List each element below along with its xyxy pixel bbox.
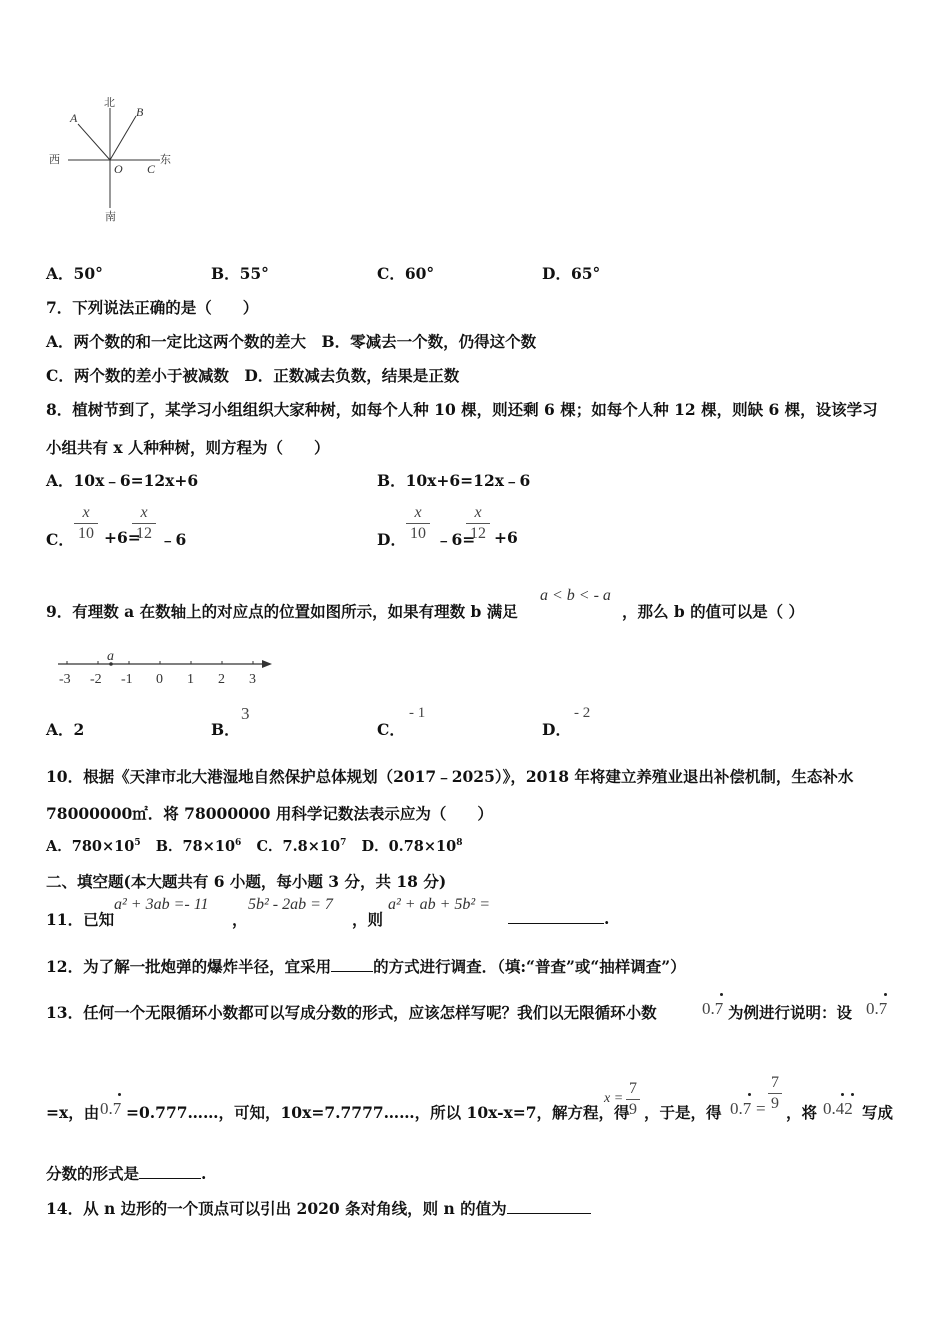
section-heading: 二、填空题(本大题共有 6 小题，每小题 3 分，共 18 分) (46, 872, 447, 891)
q9-stem-b: ，那么 b 的值可以是（ ） (622, 602, 805, 621)
q12-answer-line[interactable] (331, 956, 373, 972)
q6-option-a[interactable]: A．50° (46, 264, 103, 283)
fraction-x-over-10: x 10 (406, 504, 430, 543)
q9-stem-a: 9．有理数 a 在数轴上的对应点的位置如图所示，如果有理数 b 满足 (46, 602, 518, 621)
point-a-label: a (107, 649, 114, 664)
fraction-7-over-9: 7 9 (626, 1080, 640, 1119)
fraction-x-over-12: x 12 (132, 504, 156, 543)
q7-options-row1: A．两个数的和一定比这两个数的差大 B．零减去一个数，仍得这个数 (46, 332, 537, 351)
q10-option-a[interactable]: A．$780\times 10^5$ (46, 838, 141, 855)
q11-answer-line[interactable]: . (508, 908, 609, 928)
q13-repeating-0-42: 0.42 (823, 1099, 853, 1118)
q10-stem-line1: 10．根据《天津市北大港湿地自然保护总体规划（2017﹣2025）》，2018 年将建立养殖业退出补偿机制，生态补水 (46, 767, 854, 786)
tick-label: -1 (121, 672, 133, 687)
tick-label: -2 (90, 672, 102, 687)
compass-label-c: C (147, 162, 156, 176)
fraction-x-over-12: x 12 (466, 504, 490, 543)
q11-expr2: 5b² - 2ab = 7 (248, 896, 333, 913)
q6-option-c[interactable]: C．60° (377, 264, 435, 283)
q13-repeating-0-7: 0.7 (100, 1099, 122, 1118)
q11-prefix: 11．已知 (46, 910, 115, 929)
q8-option-b[interactable]: B．10x+6=12x﹣6 (377, 471, 531, 490)
q6-option-d[interactable]: D．65° (542, 264, 601, 283)
q9-option-d-value: - 2 (574, 705, 591, 721)
q13-answer-line[interactable] (139, 1163, 201, 1179)
q13-line2-b: =0.777……，可知，10x=7.7777……，所以 10x-x=7，解方程，得 (126, 1103, 630, 1122)
q9-option-c[interactable]: C． (377, 720, 405, 739)
q11-then: ，则 (352, 910, 384, 929)
q10-option-d[interactable]: D．$0.78\times 10^8$ (361, 838, 463, 855)
q13-line2-e: 写成 (862, 1103, 894, 1122)
tick-label: -3 (59, 672, 71, 687)
compass-diagram (40, 90, 190, 230)
q11-comma: ， (232, 910, 248, 929)
compass-north: 北 (104, 97, 115, 109)
tick-label: 1 (187, 672, 194, 687)
q13-line3: 分数的形式是 . (46, 1164, 207, 1183)
q9-option-d[interactable]: D． (542, 720, 571, 739)
q13-repeating-0-7: 0.7 (702, 999, 724, 1018)
q10-options (46, 835, 462, 856)
tick-label: 0 (156, 672, 163, 687)
compass-label-b: B (136, 105, 144, 119)
q13-line1: 13．任何一个无限循环小数都可以写成分数的形式，应该怎样写呢？我们以无限循环小数 (46, 1003, 657, 1022)
q13-line2-a: =x，由 (46, 1103, 100, 1122)
q13-eq-x: x = (604, 1091, 624, 1106)
fraction-7-over-9: 7 9 (768, 1074, 782, 1113)
q8-option-a[interactable]: A．10x﹣6=12x+6 (46, 471, 199, 490)
q12-text: 12．为了解一批炮弹的爆炸半径，宜采用 的方式进行调查．（填:“普查”或“抽样调查”） (46, 957, 686, 976)
q13-line2-c: ，于是，得 (644, 1103, 722, 1122)
q13-repeating-0-7: 0.7 (730, 1099, 752, 1118)
q7-stem: 7．下列说法正确的是（ ） (46, 298, 259, 317)
q13-line2-d: ，将 (786, 1103, 818, 1122)
compass-west: 西 (49, 154, 60, 166)
q8-stem-line2: 小组共有 x 人种种树，则方程为（ ） (46, 438, 330, 457)
q9-option-b-value: 3 (241, 704, 250, 723)
q10-option-c[interactable]: C．$7.8\times 10^7$ (256, 838, 347, 855)
q14-answer-line[interactable] (507, 1198, 591, 1214)
compass-label-a: A (70, 111, 78, 125)
number-line (50, 645, 280, 690)
compass-east: 东 (160, 154, 171, 166)
q13-line1-b: 为例进行说明：设 (728, 1003, 853, 1022)
q9-option-c-value: - 1 (409, 705, 426, 721)
q9-option-a[interactable]: A．2 (46, 720, 85, 739)
fraction-x-over-10: x 10 (74, 504, 98, 543)
q10-stem-line2: 78000000㎡．将 78000000 用科学记数法表示应为（ ） (46, 804, 493, 823)
q6-option-b[interactable]: B．55° (211, 264, 269, 283)
q11-expr3: a² + ab + 5b² = (388, 896, 490, 913)
q7-options-row2: C．两个数的差小于被减数 D．正数减去负数，结果是正数 (46, 366, 460, 385)
q11-expr1: a² + 3ab =- 11 (114, 896, 209, 913)
tick-label: 2 (218, 672, 225, 687)
q10-option-b[interactable]: B．$78\times 10^6$ (155, 838, 242, 855)
q9-condition: a < b < - a (540, 587, 611, 604)
q8-stem-line1: 8．植树节到了，某学习小组组织大家种树，如每个人种 10 棵，则还剩 6 棵；如每个人种 12 棵，则缺 6 棵，设该学习 (46, 400, 878, 419)
compass-south: 南 (105, 211, 116, 223)
compass-label-o: O (114, 162, 123, 176)
q14-text: 14．从 n 边形的一个顶点可以引出 2020 条对角线，则 n 的值为 (46, 1197, 591, 1219)
q9-option-b[interactable]: B． (211, 720, 240, 739)
q13-repeating-0-7: 0.7 (866, 999, 888, 1018)
tick-label: 3 (249, 672, 256, 687)
